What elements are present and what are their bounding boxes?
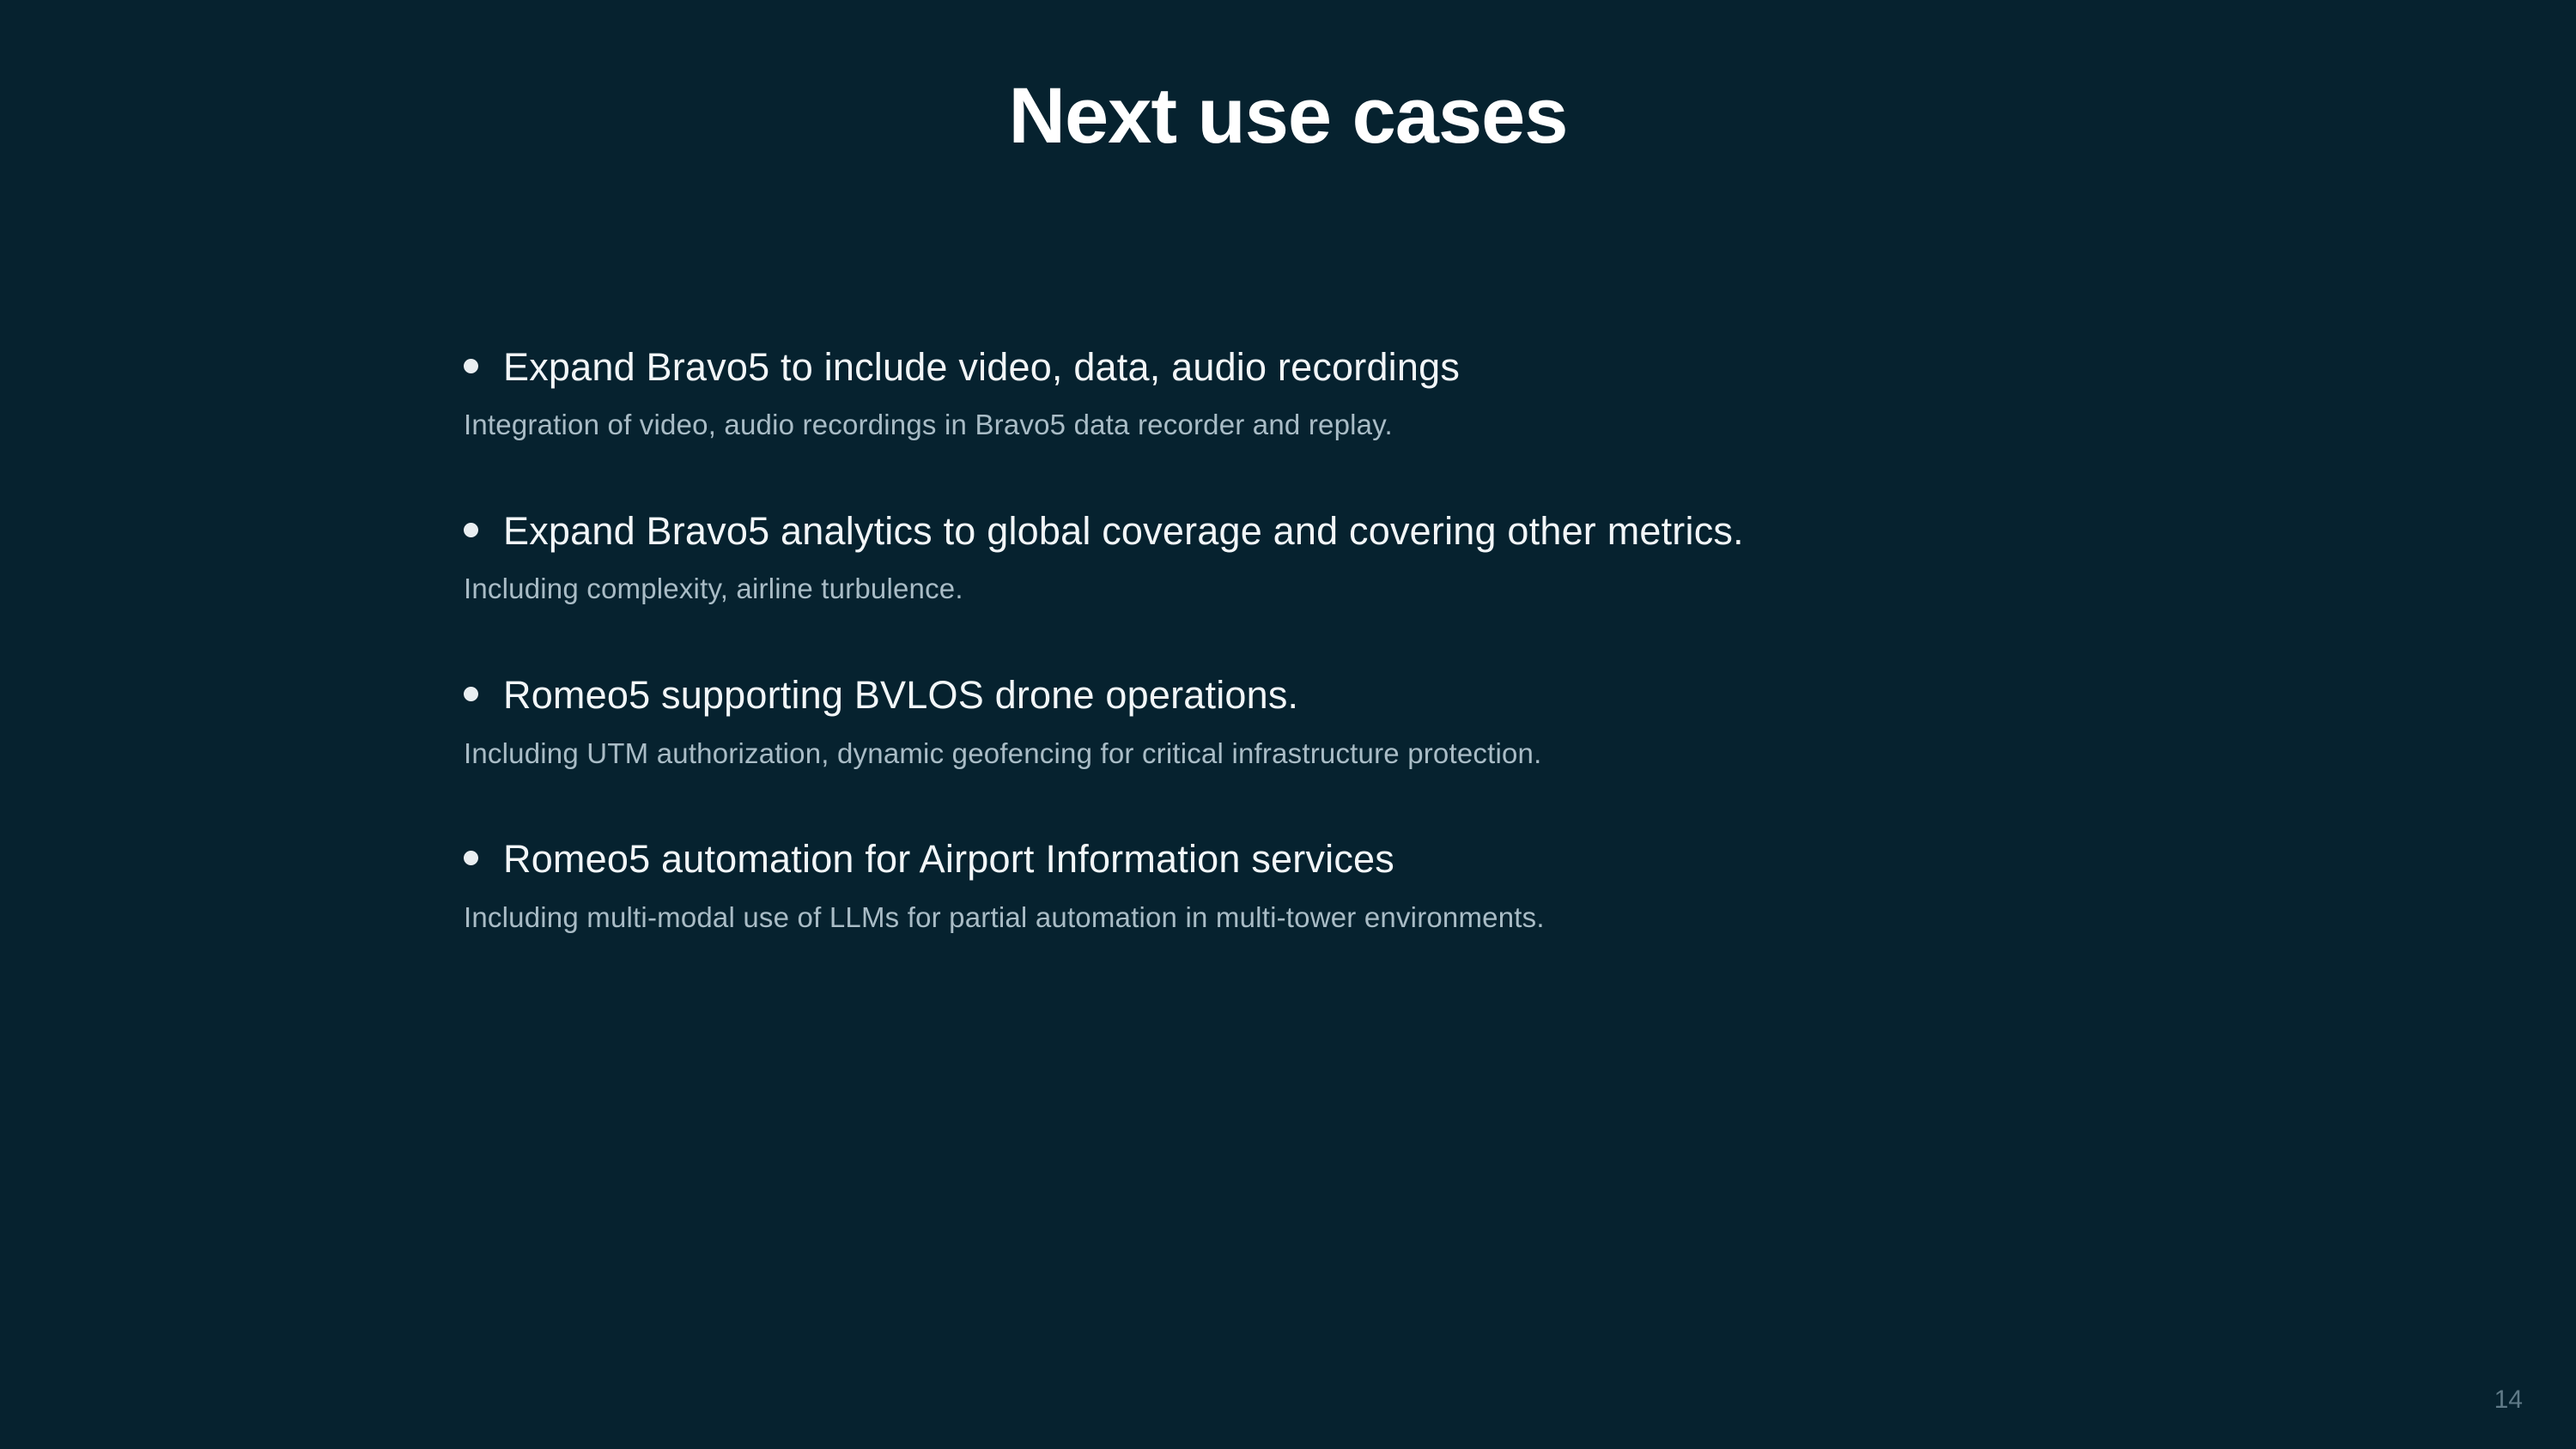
bullet-row — [464, 507, 2353, 555]
page-title: Next use cases — [1008, 72, 1568, 160]
list-item — [464, 835, 2353, 936]
bullet-dot-icon — [464, 349, 503, 379]
bullet-row — [464, 671, 2353, 719]
bullet-main-text: Romeo5 supporting BVLOS drone operations. — [503, 673, 1299, 718]
bullet-dot-icon — [464, 841, 503, 870]
bullet-row — [464, 835, 2353, 883]
list-item — [464, 343, 2353, 444]
bullet-main-text: Romeo5 automation for Airport Information services — [503, 837, 1394, 882]
bullet-sub-text: Integration of video, audio recordings in Bravo5 data recorder and replay. — [464, 409, 1393, 441]
bullet-main-text: Expand Bravo5 analytics to global coverage and covering other metrics. — [503, 509, 1744, 554]
bullet-dot-icon — [464, 513, 503, 543]
bullet-row — [464, 343, 2353, 391]
bullet-dot-icon — [464, 677, 503, 706]
bullet-sub-text: Including multi-modal use of LLMs for partial automation in multi-tower environments. — [464, 900, 1545, 933]
page-number: 14 — [2494, 1385, 2523, 1414]
bullet-list — [464, 343, 2353, 1000]
list-item — [464, 507, 2353, 608]
list-item — [464, 671, 2353, 772]
bullet-main-text: Expand Bravo5 to include video, data, audio recordings — [503, 345, 1461, 389]
bullet-sub-text: Including complexity, airline turbulence. — [464, 573, 963, 605]
bullet-sub-text: Including UTM authorization, dynamic geofencing for critical infrastructure protection. — [464, 737, 1542, 769]
